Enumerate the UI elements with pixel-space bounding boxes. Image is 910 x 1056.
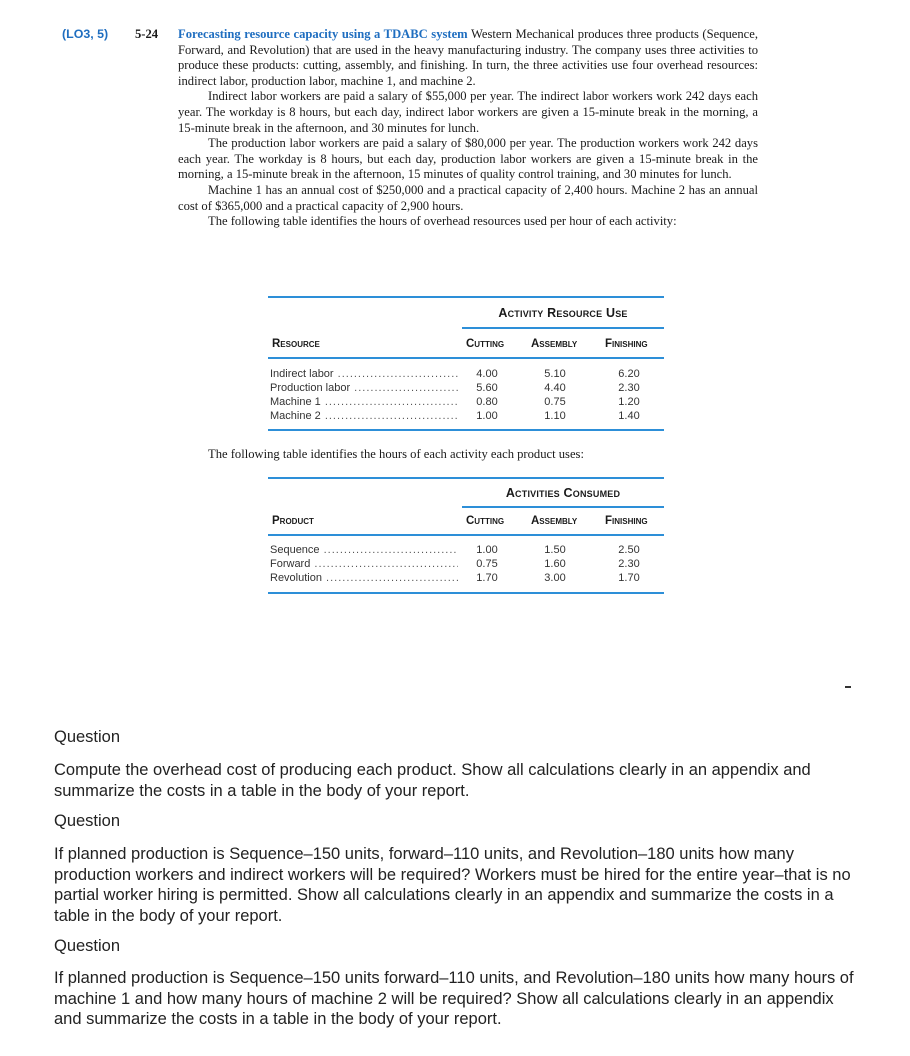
cell-finishing: 2.30 <box>618 382 640 394</box>
cell-cutting: 5.60 <box>476 382 498 394</box>
column-header-assembly: Assembly <box>531 338 578 350</box>
question-text: If planned production is Sequence–150 units, forward–110 units, and Revolution–180 units how many production workers and indirect workers will be required? Workers must be hired for the entire year–that is no partial worker hiring is permitted. Show all calculations clearly in an appendix and summarize the costs in a table in the body of your report. <box>54 845 851 925</box>
table-rule <box>268 296 664 298</box>
problem-intro-text: Western Mechanical produces three products (Sequence, Forward, and Revolution) that are used in the heavy manufacturing industry. The company uses three activities to produce these products: cutting, assembly, and finishing. In turn, the three activities use four overhead resources: indirect labor, production labor, machine 1, and machine 2. <box>178 27 759 88</box>
activities-consumed-table <box>268 477 664 601</box>
row-label: Machine 1 ..... <box>270 396 458 408</box>
row-header: Resource <box>272 338 320 350</box>
table-rule <box>268 357 664 359</box>
cell-assembly: 1.10 <box>544 410 566 422</box>
problem-number: 5-24 <box>135 27 159 41</box>
table-row <box>268 382 664 396</box>
row-label: Revolution ..... <box>270 572 458 584</box>
cell-finishing: 2.30 <box>618 558 640 570</box>
problem-heading: Forecasting resource capacity using a TDABC system <box>178 27 468 41</box>
cell-cutting: 1.00 <box>476 544 498 556</box>
table-rule <box>268 429 664 431</box>
table-row <box>268 558 664 572</box>
table-rule <box>462 506 664 508</box>
table-row <box>268 544 664 558</box>
cell-finishing: 1.40 <box>618 410 640 422</box>
paragraph-production-labor: The production labor workers are paid a salary of $80,000 per year. The production workers work 242 days each year. The workday is 8 hours, but each day, production labor workers are given a 15-minute break in the morning, a 15-minute break in the afternoon, 15 minutes of quality control training, and 30 minutes for lunch. <box>178 136 758 182</box>
cell-assembly: 1.60 <box>544 558 566 570</box>
paragraph-table1-intro: The following table identifies the hours of overhead resources used per hour of each activity: <box>208 214 677 229</box>
cell-assembly: 0.75 <box>544 396 566 408</box>
table-rule <box>268 592 664 594</box>
cell-assembly: 3.00 <box>544 572 566 584</box>
cell-cutting: 1.00 <box>476 410 498 422</box>
cell-cutting: 0.75 <box>476 558 498 570</box>
cell-assembly: 1.50 <box>544 544 566 556</box>
paragraph-machines: Machine 1 has an annual cost of $250,000 and a practical capacity of 2,400 hours. Machine 2 has an annual cost of $365,000 and a practical capacity of 2,900 hours. <box>178 182 758 213</box>
column-header-cutting: Cutting <box>466 515 505 527</box>
cell-finishing: 2.50 <box>618 544 640 556</box>
paragraph-indirect-labor: Indirect labor workers are paid a salary of $55,000 per year. The indirect labor workers work 242 days each year. The workday is 8 hours, but each day, indirect labor workers are given a 15-minute break in the morning, a 15-minute break in the afternoon, and 30 minutes for lunch. <box>178 89 758 135</box>
table-row <box>268 368 664 382</box>
table-row <box>268 572 664 586</box>
divider-mark <box>845 686 851 688</box>
cell-cutting: 4.00 <box>476 368 498 380</box>
cell-finishing: 1.20 <box>618 396 640 408</box>
row-label: Forward ..... <box>270 558 458 570</box>
question-label: Question <box>54 812 121 830</box>
cell-finishing: 6.20 <box>618 368 640 380</box>
row-header: Product <box>272 515 314 527</box>
row-label: Production labor ..... <box>270 382 458 394</box>
problem-statement <box>62 27 762 230</box>
problem-intro <box>178 27 758 89</box>
question-label: Question <box>54 728 121 746</box>
question-text: Compute the overhead cost of producing each product. Show all calculations clearly in an appendix and summarize the costs in a table in the body of your report. <box>54 761 811 800</box>
table-rule <box>268 477 664 479</box>
activity-resource-use-table <box>268 296 664 436</box>
table-row <box>268 396 664 410</box>
cell-finishing: 1.70 <box>618 572 640 584</box>
row-label: Indirect labor ..... <box>270 368 458 380</box>
question-label: Question <box>54 937 121 955</box>
paragraph-table2-intro: The following table identifies the hours of each activity each product uses: <box>208 447 584 461</box>
learning-objective-ref: (LO3, 5) <box>62 27 109 41</box>
table-group-title: Activities Consumed <box>505 486 621 500</box>
row-label: Machine 2 ..... <box>270 410 458 422</box>
table-rule <box>268 534 664 536</box>
column-header-finishing: Finishing <box>605 515 648 527</box>
cell-assembly: 5.10 <box>544 368 566 380</box>
row-label: Sequence ..... <box>270 544 458 556</box>
column-header-assembly: Assembly <box>531 515 578 527</box>
table-group-title: Activity Resource Use <box>498 306 628 320</box>
column-header-cutting: Cutting <box>466 338 505 350</box>
cell-cutting: 0.80 <box>476 396 498 408</box>
column-header-finishing: Finishing <box>605 338 648 350</box>
table-rule <box>462 327 664 329</box>
cell-assembly: 4.40 <box>544 382 566 394</box>
question-text: If planned production is Sequence–150 units forward–110 units, and Revolution–180 units how many hours of machine 1 and how many hours of machine 2 will be required? Show all calculations clearly in an appendix and summarize the costs in a table in the body of your report. <box>54 969 854 1028</box>
table-row <box>268 410 664 424</box>
cell-cutting: 1.70 <box>476 572 498 584</box>
